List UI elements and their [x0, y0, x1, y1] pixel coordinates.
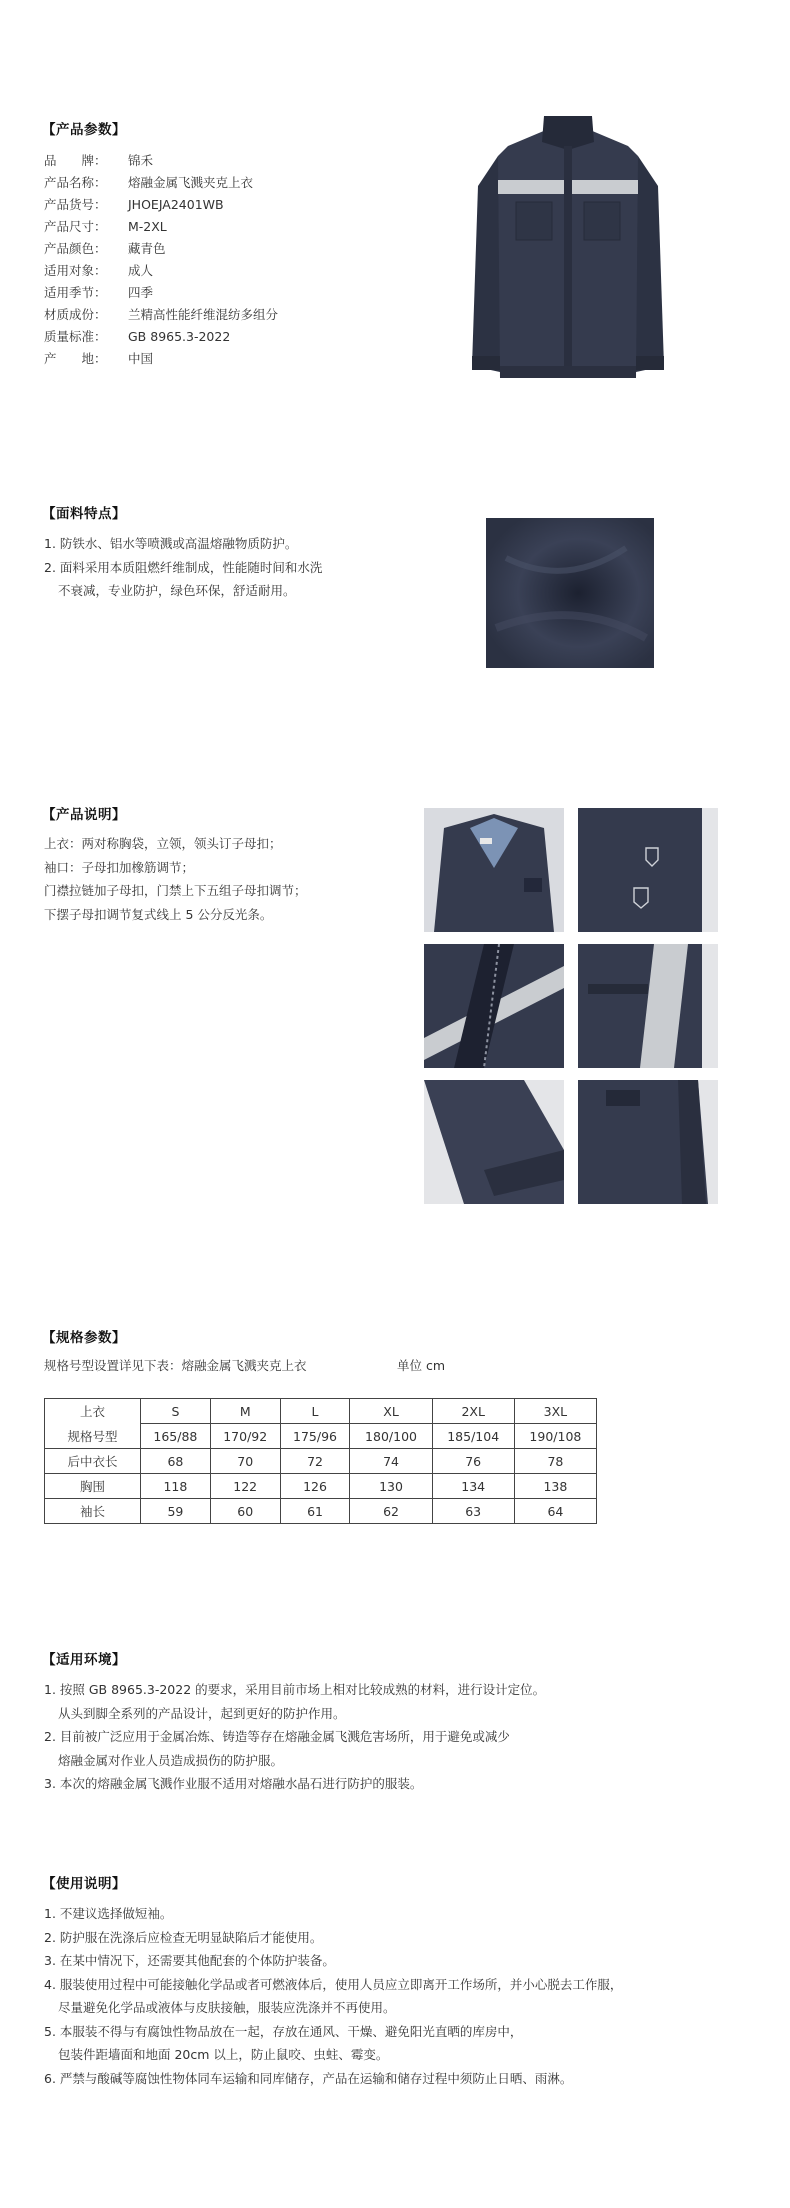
table-cell: 61 [280, 1499, 350, 1524]
table-cell: 185/104 [432, 1424, 514, 1449]
param-row: 适用季节： 四季 [44, 285, 154, 300]
list-item: 尽量避免化学品或液体与皮肤接触，服装应洗涤并不再使用。 [58, 2000, 396, 2015]
table-row [45, 1499, 597, 1524]
list-item: 包装件距墙面和地面 20cm 以上，防止鼠咬、虫蛀、霉变。 [58, 2047, 389, 2062]
table-cell: 59 [141, 1499, 211, 1524]
param-row: 品 牌： 锦禾 [44, 153, 154, 168]
detail-collar-image [424, 808, 564, 932]
param-row: 产品货号： JHOEJA2401WB [44, 197, 224, 212]
table-cell: XL [350, 1399, 432, 1424]
list-item: 3. 本次的熔融金属飞溅作业服不适用对熔融水晶石进行防护的服装。 [44, 1776, 423, 1791]
table-cell: 170/92 [210, 1424, 280, 1449]
list-item: 5. 本服装不得与有腐蚀性物品放在一起，存放在通风、干燥、避免阳光直晒的库房中， [44, 2023, 523, 2039]
list-item: 熔融金属对作业人员造成损伤的防护服。 [58, 1752, 284, 1768]
spec-intro: 规格号型设置详见下表：熔融金属飞溅夹克上衣 [44, 1358, 307, 1373]
spec-unit: 单位 cm [397, 1358, 446, 1373]
detail-zipper-image [424, 944, 564, 1068]
table-cell: 上衣 [45, 1399, 141, 1424]
table-cell: L [280, 1399, 350, 1424]
table-cell: 后中衣长 [45, 1449, 141, 1474]
param-row: 质量标准： GB 8965.3-2022 [44, 329, 231, 344]
list-item: 门襟拉链加子母扣，门禁上下五组子母扣调节； [44, 883, 307, 898]
table-cell: 2XL [432, 1399, 514, 1424]
table-cell: 76 [432, 1449, 514, 1474]
table-cell: 165/88 [141, 1424, 211, 1449]
table-cell: 78 [514, 1449, 596, 1474]
list-item: 1. 不建议选择做短袖。 [44, 1906, 173, 1921]
list-item: 1. 按照 GB 8965.3-2022 的要求，采用目前市场上相对比较成熟的材料，进行设计定位。 [44, 1682, 546, 1697]
table-cell: 180/100 [350, 1424, 432, 1449]
section-title-params: 【产品参数】 [42, 122, 126, 138]
table-cell: 126 [280, 1474, 350, 1499]
table-cell: 130 [350, 1474, 432, 1499]
section-title-fabric: 【面料特点】 [42, 506, 126, 522]
list-item: 3. 在某中情况下，还需要其他配套的个体防护装备。 [44, 1953, 335, 1968]
table-cell: 118 [141, 1474, 211, 1499]
table-row [45, 1424, 597, 1449]
table-row [45, 1474, 597, 1499]
list-item: 不衰减，专业防护，绿色环保，舒适耐用。 [58, 583, 296, 598]
list-item: 袖口：子母扣加橡筋调节； [44, 859, 195, 875]
table-cell: 190/108 [514, 1424, 596, 1449]
params-list [44, 150, 278, 370]
param-row: 产品颜色： 藏青色 [44, 241, 166, 256]
section-title-env: 【适用环境】 [42, 1652, 126, 1668]
list-item: 2. 防护服在洗涤后应检查无明显缺陷后才能使用。 [44, 1929, 323, 1945]
table-cell: S [141, 1399, 211, 1424]
list-item: 6. 严禁与酸碱等腐蚀性物体同车运输和同库储存，产品在运输和储存过程中须防止日晒、雨淋。 [44, 2070, 573, 2086]
table-cell: 3XL [514, 1399, 596, 1424]
table-cell: 122 [210, 1474, 280, 1499]
jacket-front-image [468, 116, 668, 388]
table-cell: 袖长 [45, 1499, 141, 1524]
param-row: 产 地： 中国 [44, 351, 154, 366]
table-cell: 60 [210, 1499, 280, 1524]
table-cell: 138 [514, 1474, 596, 1499]
table-cell: 175/96 [280, 1424, 350, 1449]
env-list [44, 1678, 545, 1796]
table-row [45, 1399, 597, 1424]
detail-hem-image [578, 1080, 718, 1204]
usage-list [44, 1902, 622, 2090]
list-item: 从头到脚全系列的产品设计，起到更好的防护作用。 [58, 1705, 346, 1721]
detail-cuff-image [424, 1080, 564, 1204]
fabric-list [44, 532, 322, 603]
detail-logo-image [578, 808, 718, 932]
table-cell: 134 [432, 1474, 514, 1499]
section-title-spec: 【规格参数】 [42, 1330, 126, 1346]
table-cell: 62 [350, 1499, 432, 1524]
list-item: 2. 目前被广泛应用于金属冶炼、铸造等存在熔融金属飞溅危害场所，用于避免或减少 [44, 1729, 510, 1744]
table-cell: 规格号型 [45, 1424, 141, 1449]
detail-pocket-image [578, 944, 718, 1068]
section-title-usage: 【使用说明】 [42, 1876, 126, 1892]
table-cell: 74 [350, 1449, 432, 1474]
desc-list [44, 832, 307, 926]
param-row: 产品尺寸： M-2XL [44, 219, 167, 234]
spec-table [44, 1398, 597, 1524]
param-row: 适用对象： 成人 [44, 263, 154, 278]
fabric-texture-image [486, 518, 654, 668]
table-row [45, 1449, 597, 1474]
table-cell: 63 [432, 1499, 514, 1524]
list-item: 4. 服装使用过程中可能接触化学品或者可燃液体后，使用人员应立即离开工作场所，并小心脱去工作服， [44, 1976, 623, 1992]
list-item: 上衣：两对称胸袋，立领，领头订子母扣； [44, 836, 282, 851]
param-row: 材质成份： 兰精高性能纤维混纺多组分 [44, 307, 279, 322]
table-cell: 70 [210, 1449, 280, 1474]
table-cell: M [210, 1399, 280, 1424]
param-row: 产品名称： 熔融金属飞溅夹克上衣 [44, 175, 254, 190]
table-cell: 68 [141, 1449, 211, 1474]
table-cell: 64 [514, 1499, 596, 1524]
section-title-desc: 【产品说明】 [42, 807, 126, 823]
table-cell: 胸围 [45, 1474, 141, 1499]
list-item: 下摆子母扣调节复式线上 5 公分反光条。 [44, 906, 273, 922]
list-item: 2. 面料采用本质阻燃纤维制成，性能随时间和水洗 [44, 559, 323, 575]
table-cell: 72 [280, 1449, 350, 1474]
list-item: 1. 防铁水、铝水等喷溅或高温熔融物质防护。 [44, 536, 298, 551]
